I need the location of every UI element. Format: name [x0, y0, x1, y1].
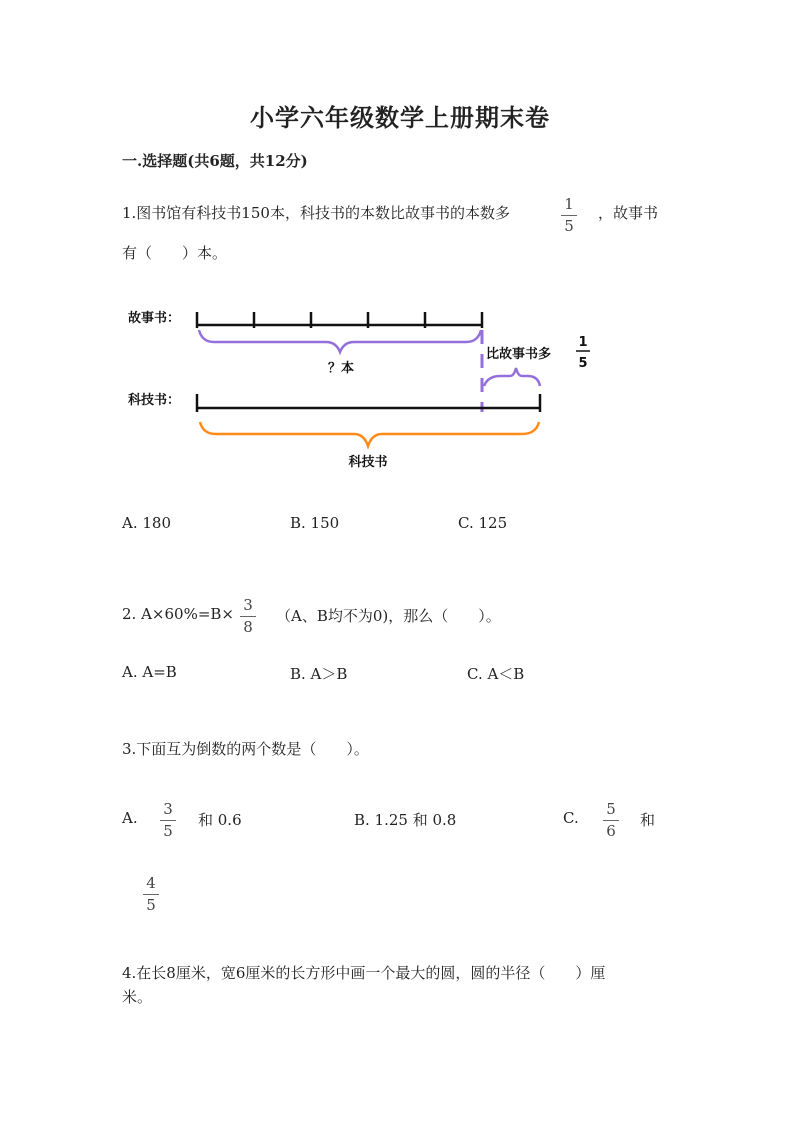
line-segment-diagram [110, 290, 590, 480]
extra-part-brace [484, 368, 540, 386]
q3-option-c-suffix: 和 [640, 811, 656, 829]
fraction-denominator: 5 [163, 822, 173, 840]
fraction-denominator: 5 [564, 217, 574, 235]
fraction-denominator: 6 [606, 822, 616, 840]
label-story-books: 故事书： [128, 311, 181, 326]
q1-text-line2: 有（ ）本。 [122, 244, 228, 262]
fraction-denominator: 8 [243, 618, 253, 636]
q2-text: 2. A×60%=B× [122, 605, 234, 623]
q1-fraction [558, 197, 580, 234]
fraction-numerator: 1 [564, 195, 574, 213]
q2-option-c[interactable]: C. A＜B [467, 665, 525, 683]
q2-option-a[interactable]: A. A=B [122, 663, 177, 681]
science-total-label: 科技书 [348, 455, 388, 470]
fraction-denominator: 5 [146, 896, 156, 914]
q2-option-b[interactable]: B. A＞B [290, 665, 348, 683]
q2-text-cont: （A、B均不为0)，那么（ ）。 [276, 607, 501, 625]
q3-text: 3.下面互为倒数的两个数是（ ）。 [122, 740, 369, 758]
q3-option-a-fraction [157, 802, 179, 839]
fraction-numerator: 3 [163, 800, 173, 818]
q4-text-line1: 4.在长8厘米，宽6厘米的长方形中画一个最大的圆，圆的半径（ ）厘 [122, 964, 606, 982]
q1-option-c[interactable]: C. 125 [458, 514, 508, 532]
q4-text-line2: 米。 [122, 988, 153, 1006]
q3-option-c-fraction [600, 802, 622, 839]
q1-option-a[interactable]: A. 180 [122, 514, 171, 532]
page-title: 小学六年级数学上册期末卷 [250, 103, 550, 132]
q3-option-c-prefix[interactable]: C. [563, 809, 579, 827]
science-books-brace [200, 422, 539, 446]
q2-fraction [237, 598, 259, 635]
unknown-label: ？本 [328, 361, 355, 376]
q1-text-cont: ，故事书 [598, 204, 659, 222]
label-science-books: 科技书： [128, 393, 181, 408]
q3-option-a-suffix: 和 0.6 [198, 811, 242, 829]
more-fraction-denominator: 5 [578, 356, 588, 371]
q1-text: 1.图书馆有科技书150本，科技书的本数比故事书的本数多 [122, 204, 510, 222]
q3-option-c-fraction-2 [140, 876, 162, 913]
section-heading: 一.选择题(共6题，共12分) [122, 152, 308, 170]
more-label: 比故事书多 [486, 347, 552, 362]
fraction-numerator: 4 [146, 874, 156, 892]
fraction-numerator: 5 [606, 800, 616, 818]
q3-option-a-prefix[interactable]: A. [122, 809, 138, 827]
fraction-numerator: 3 [243, 596, 253, 614]
q1-option-b[interactable]: B. 150 [290, 514, 340, 532]
q3-option-b[interactable]: B. 1.25 和 0.8 [354, 811, 457, 829]
story-books-brace [199, 330, 481, 352]
more-fraction-numerator: 1 [578, 335, 588, 350]
